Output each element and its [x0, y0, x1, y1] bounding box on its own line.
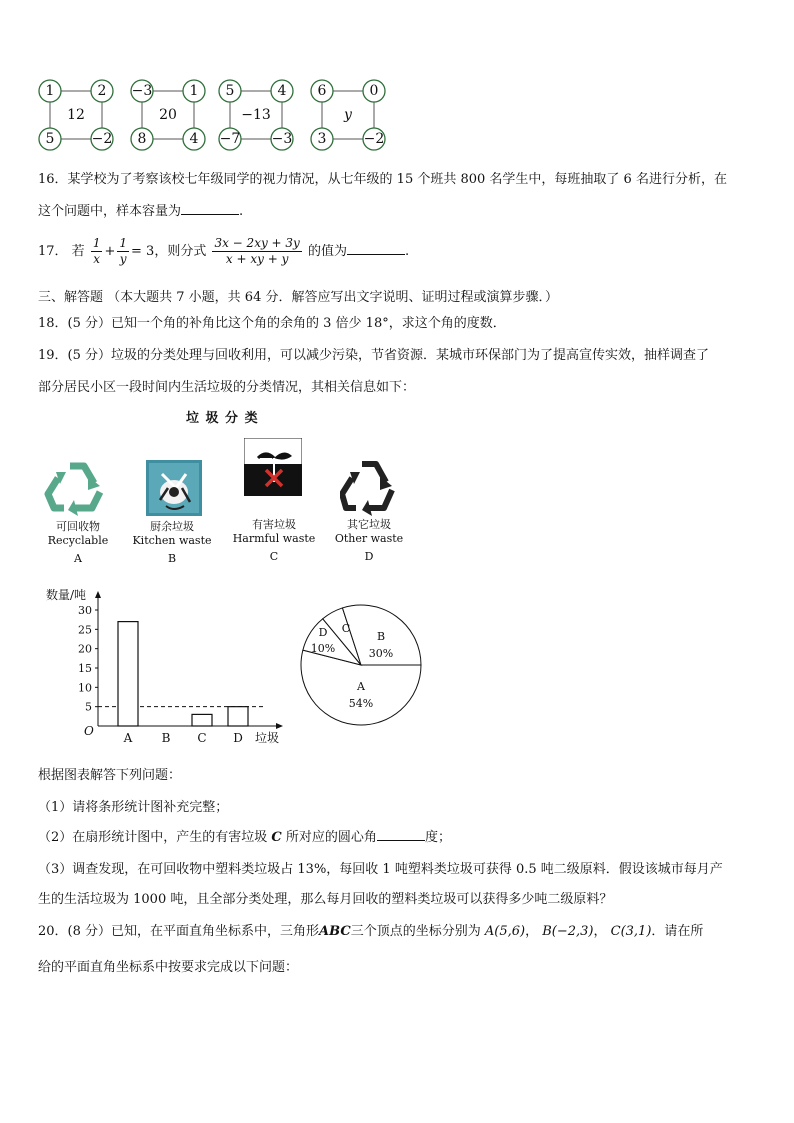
- waste-b-en: Kitchen waste: [132, 534, 212, 547]
- waste-item-b: [130, 520, 214, 566]
- waste-d-en: Other waste: [334, 532, 404, 545]
- question-20-text-c: ．请在所: [651, 924, 704, 939]
- question-18: 18．(5 分）已知一个角的补角比这个角的余角的 3 倍少 18°，求这个角的度数．: [38, 316, 506, 331]
- corner-number: 4: [277, 83, 287, 99]
- category-label-B: B: [161, 731, 171, 745]
- corner-number: −3: [271, 131, 293, 147]
- question-17-mid: ，则分式: [154, 244, 207, 259]
- pie-label-D: D: [318, 626, 328, 639]
- category-label-D: D: [233, 731, 243, 745]
- bar-A: [118, 622, 138, 726]
- part-1: （1）请将条形统计图补充完整；: [38, 800, 229, 815]
- center-number: y: [344, 107, 352, 123]
- question-16-line1: 16．某学校为了考察该校七年级同学的视力情况，从七年级的 15 个班共 800 名学生中，每班抽取了 6 名进行分析，在: [38, 172, 727, 187]
- waste-c-cn: 有害垃圾: [252, 518, 296, 531]
- point-c: C(3,1): [610, 924, 652, 939]
- fraction-expression: $\frac{3x - 2xy + 3y}{x + xy + y}$: [214, 236, 300, 266]
- y-axis-arrow: [95, 591, 101, 598]
- point-b: B(−2,3): [542, 924, 594, 939]
- waste-item-d: [326, 518, 412, 564]
- corner-number: −2: [363, 131, 385, 147]
- fraction-1-over-y: $\frac{1}{y}$: [119, 236, 128, 266]
- bar-chart: [40, 582, 290, 752]
- pie-label-A: A: [357, 680, 365, 693]
- x-axis-label: 垃圾: [255, 731, 280, 745]
- y-tick-label: 20: [78, 642, 92, 656]
- answer-blank-17[interactable]: [347, 242, 405, 255]
- harmful-waste-icon: [244, 438, 302, 496]
- question-20-line2: 给的平面直角坐标系中按要求完成以下问题：: [38, 960, 299, 975]
- y-tick-label: 30: [78, 604, 92, 617]
- pie-label-C: C: [341, 622, 351, 635]
- corner-number: 4: [189, 131, 199, 147]
- waste-a-cn: 可回收物: [56, 520, 100, 533]
- answer-intro: 根据图表解答下列问题：: [38, 768, 182, 783]
- section-3-heading: 三、解答题 （本大题共 7 小题，共 64 分．解答应写出文字说明、证明过程或演算步骤．）: [38, 290, 558, 305]
- corner-number: 1: [45, 83, 55, 99]
- question-17-prefix: 17． 若: [38, 244, 85, 259]
- waste-item-c: [228, 518, 320, 564]
- corner-number: −3: [131, 83, 153, 99]
- fraction-1-over-x: $\frac{1}{x}$: [92, 236, 101, 266]
- waste-b-cn: 厨余垃圾: [150, 520, 194, 533]
- corner-number: 3: [317, 131, 327, 147]
- part-2-text-b: 所对应的圆心角: [285, 830, 377, 845]
- center-number: 12: [67, 107, 85, 123]
- answer-blank-16[interactable]: [181, 202, 239, 215]
- part-3-line1: （3）调查发现，在可回收物中塑料类垃圾占 13%，每回收 1 吨塑料类垃圾可获得 0.5 吨二级原料．假设该城市每月产: [38, 862, 723, 877]
- question-17-suffix: 的值为: [307, 244, 347, 259]
- corner-number: −7: [219, 131, 241, 147]
- corner-number: 2: [97, 83, 107, 99]
- origin-label: O: [84, 724, 94, 738]
- waste-item-a: [36, 520, 120, 566]
- waste-d-letter: D: [364, 550, 374, 563]
- y-tick-label: 25: [78, 623, 92, 637]
- pie-label-B: B: [376, 630, 386, 643]
- part-2-var: C: [271, 830, 282, 845]
- center-number: −13: [241, 107, 271, 123]
- corner-number: 5: [225, 83, 235, 99]
- x-axis-arrow: [276, 723, 283, 729]
- answer-blank-angle[interactable]: [377, 828, 425, 841]
- question-20-text-a: 20．(8 分）已知，在平面直角坐标系中，三角形: [38, 924, 320, 939]
- number-squares-figure: [34, 76, 394, 154]
- center-number: 20: [159, 107, 177, 123]
- question-16-line2: [38, 200, 243, 219]
- corner-number: 0: [369, 83, 379, 99]
- category-label-C: C: [197, 731, 207, 745]
- part-3-line2: 生的生活垃圾为 1000 吨，且全部分类处理，那么每月回收的塑料类垃圾可以获得多少吨二级原料？: [38, 892, 613, 907]
- question-16-end: .: [239, 204, 244, 219]
- bar-D: [228, 707, 248, 726]
- number-square-2: [131, 80, 205, 150]
- pie-percent-A: 54%: [348, 697, 374, 710]
- part-2-text-c: 度；: [424, 830, 451, 845]
- pie-percent-B: 30%: [368, 647, 394, 660]
- point-a: A(5,6): [484, 924, 526, 939]
- part-2-text-a: （2）在扇形统计图中，产生的有害垃圾: [38, 830, 268, 845]
- triangle-name: ABC: [319, 924, 351, 939]
- question-19-line1: 19．(5 分）垃圾的分类处理与回收利用，可以减少污染，节省资源．某城市环保部门为了提高宣传实效，抽样调查了: [38, 348, 710, 363]
- waste-a-en: Recyclable: [47, 534, 109, 547]
- waste-d-cn: 其它垃圾: [347, 518, 391, 531]
- recycle-icon: [44, 456, 110, 518]
- y-tick-label: 15: [78, 662, 92, 675]
- question-17: [38, 232, 409, 272]
- y-axis-label: 数量/吨: [46, 588, 87, 602]
- part-2: [38, 826, 451, 845]
- number-square-1: [39, 80, 113, 150]
- corner-number: 6: [317, 83, 327, 99]
- number-square-4: [311, 80, 385, 150]
- pie-chart: [296, 600, 426, 730]
- corner-number: 5: [45, 131, 55, 147]
- question-20-line1: 20．(8 分）已知，在平面直角坐标系中，三角形ABC三个顶点的坐标分别为 A(5,6)， B(−2,3)， C(3,1)．请在所: [38, 924, 704, 939]
- bar-C: [192, 714, 212, 726]
- question-19-line2: 部分居民小区一段时间内生活垃圾的分类情况，其相关信息如下：: [38, 380, 416, 395]
- equals-three: = 3: [131, 244, 155, 259]
- number-square-3: [219, 80, 293, 150]
- other-waste-icon: [340, 456, 398, 518]
- corner-number: 1: [189, 83, 199, 99]
- waste-title: 垃 圾 分 类: [186, 411, 259, 426]
- question-16-text: 这个问题中，样本容量为: [38, 204, 182, 219]
- corner-number: 8: [137, 131, 147, 147]
- y-tick-label: 5: [85, 700, 92, 714]
- waste-c-en: Harmful waste: [232, 532, 316, 545]
- category-label-A: A: [123, 731, 133, 745]
- corner-number: −2: [91, 131, 113, 147]
- y-tick-label: 10: [78, 681, 92, 695]
- pie-percent-D: 10%: [310, 642, 336, 655]
- question-17-end: .: [405, 244, 410, 259]
- kitchen-waste-icon: [146, 460, 202, 516]
- waste-c-letter: C: [269, 550, 279, 563]
- plus-sign: +: [104, 244, 116, 259]
- waste-a-letter: A: [74, 552, 82, 565]
- waste-b-letter: B: [167, 552, 177, 565]
- question-20-text-b: 三个顶点的坐标分别为: [350, 924, 481, 939]
